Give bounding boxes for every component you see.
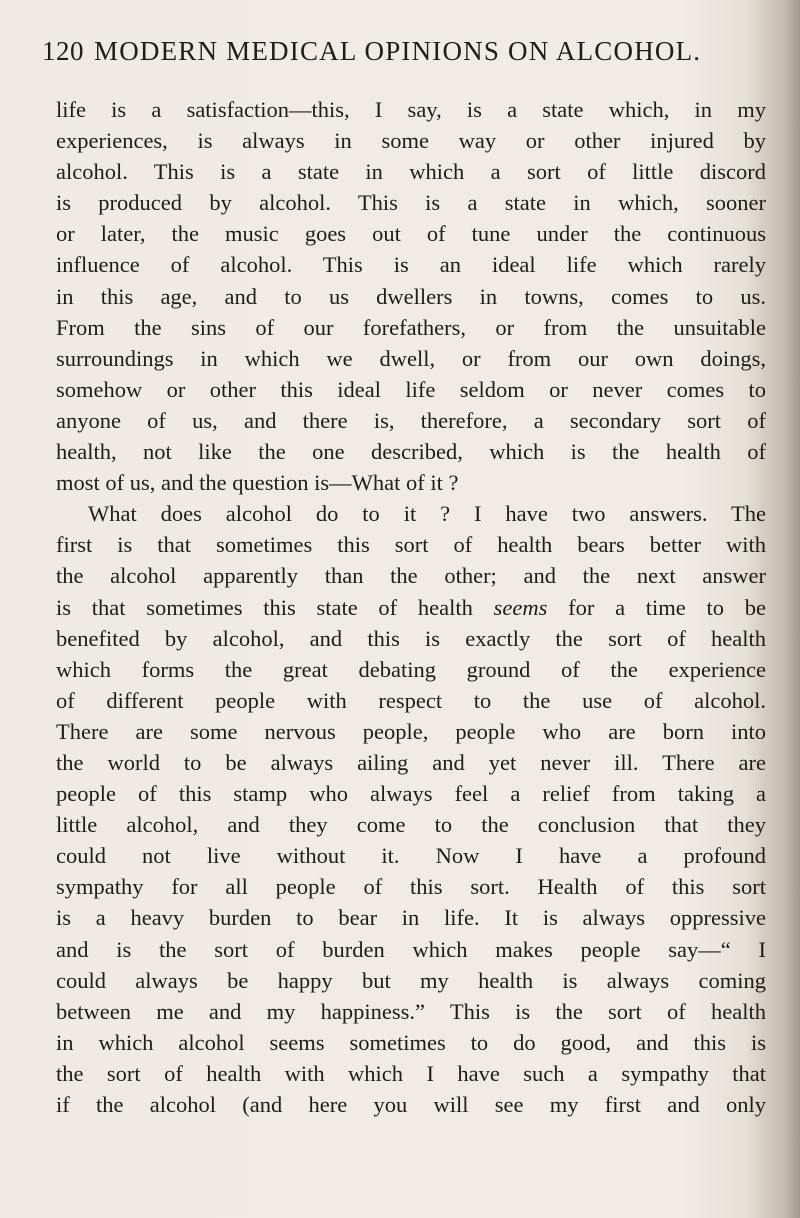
- text-line: which forms the great debating ground of the experience: [56, 656, 766, 682]
- text-line: if the alcohol (and here you will see my first and only: [56, 1092, 766, 1117]
- text-line: somehow or other this ideal life seldom or never comes to: [56, 376, 766, 402]
- text-line: From the sins of our forefathers, or from the unsuitable: [56, 314, 766, 340]
- running-header: [0, 36, 720, 72]
- text-line: of different people with respect to the use of alcohol.: [56, 687, 766, 713]
- text-line-with-emphasis: [56, 592, 766, 623]
- emphasized-word: seems: [493, 594, 548, 620]
- text-line: the alcohol apparently than the other; and the next answer: [56, 563, 766, 589]
- text-line: anyone of us, and there is, therefore, a secondary sort of: [56, 407, 766, 433]
- text-line: could not live without it. Now I have a profound: [56, 843, 766, 869]
- text-line: between me and my happiness.” This is the sort of health: [56, 998, 766, 1024]
- text-line: most of us, and the question is—What of it ?: [56, 470, 459, 496]
- text-segment: for a time to be: [568, 594, 767, 620]
- text-line: or later, the music goes out of tune under the continuous: [56, 221, 766, 247]
- text-line: could always be happy but my health is always coming: [56, 967, 766, 993]
- text-line: in this age, and to us dwellers in towns, comes to us.: [56, 283, 766, 309]
- text-segment: is that sometimes this state of health: [56, 594, 473, 620]
- text-line: surroundings in which we dwell, or from our own doings,: [56, 345, 766, 371]
- text-line: experiences, is always in some way or other injured by: [56, 128, 766, 154]
- text-line: and is the sort of burden which makes people say—“ I: [56, 936, 766, 962]
- text-line: the sort of health with which I have such a sympathy that: [56, 1060, 766, 1086]
- text-line: is produced by alcohol. This is a state in which, sooner: [56, 190, 766, 216]
- page-number: 120: [42, 36, 84, 66]
- running-title: MODERN MEDICAL OPINIONS ON ALCOHOL.: [94, 36, 702, 66]
- text-line: life is a satisfaction—this, I say, is a state which, in my: [56, 97, 766, 122]
- text-line: in which alcohol seems sometimes to do good, and this is: [56, 1029, 766, 1055]
- text-line: What does alcohol do to it ? I have two answers. The: [88, 501, 766, 527]
- text-line: alcohol. This is a state in which a sort of little discord: [56, 159, 766, 185]
- text-line: health, not like the one described, which is the health of: [56, 439, 766, 465]
- text-line: people of this stamp who always feel a relief from taking a: [56, 781, 766, 807]
- text-line: first is that sometimes this sort of health bears better with: [56, 532, 766, 558]
- text-line: benefited by alcohol, and this is exactly the sort of health: [56, 625, 766, 651]
- text-line: There are some nervous people, people who are born into: [56, 718, 766, 744]
- text-line: sympathy for all people of this sort. Health of this sort: [56, 874, 766, 900]
- text-line: is a heavy burden to bear in life. It is always oppressive: [56, 905, 766, 931]
- text-line: influence of alcohol. This is an ideal life which rarely: [56, 252, 766, 278]
- text-line: the world to be always ailing and yet never ill. There are: [56, 749, 766, 775]
- page-edge-shadow: [784, 0, 800, 1218]
- body-text: [56, 94, 766, 1120]
- text-line: little alcohol, and they come to the conclusion that they: [56, 812, 766, 838]
